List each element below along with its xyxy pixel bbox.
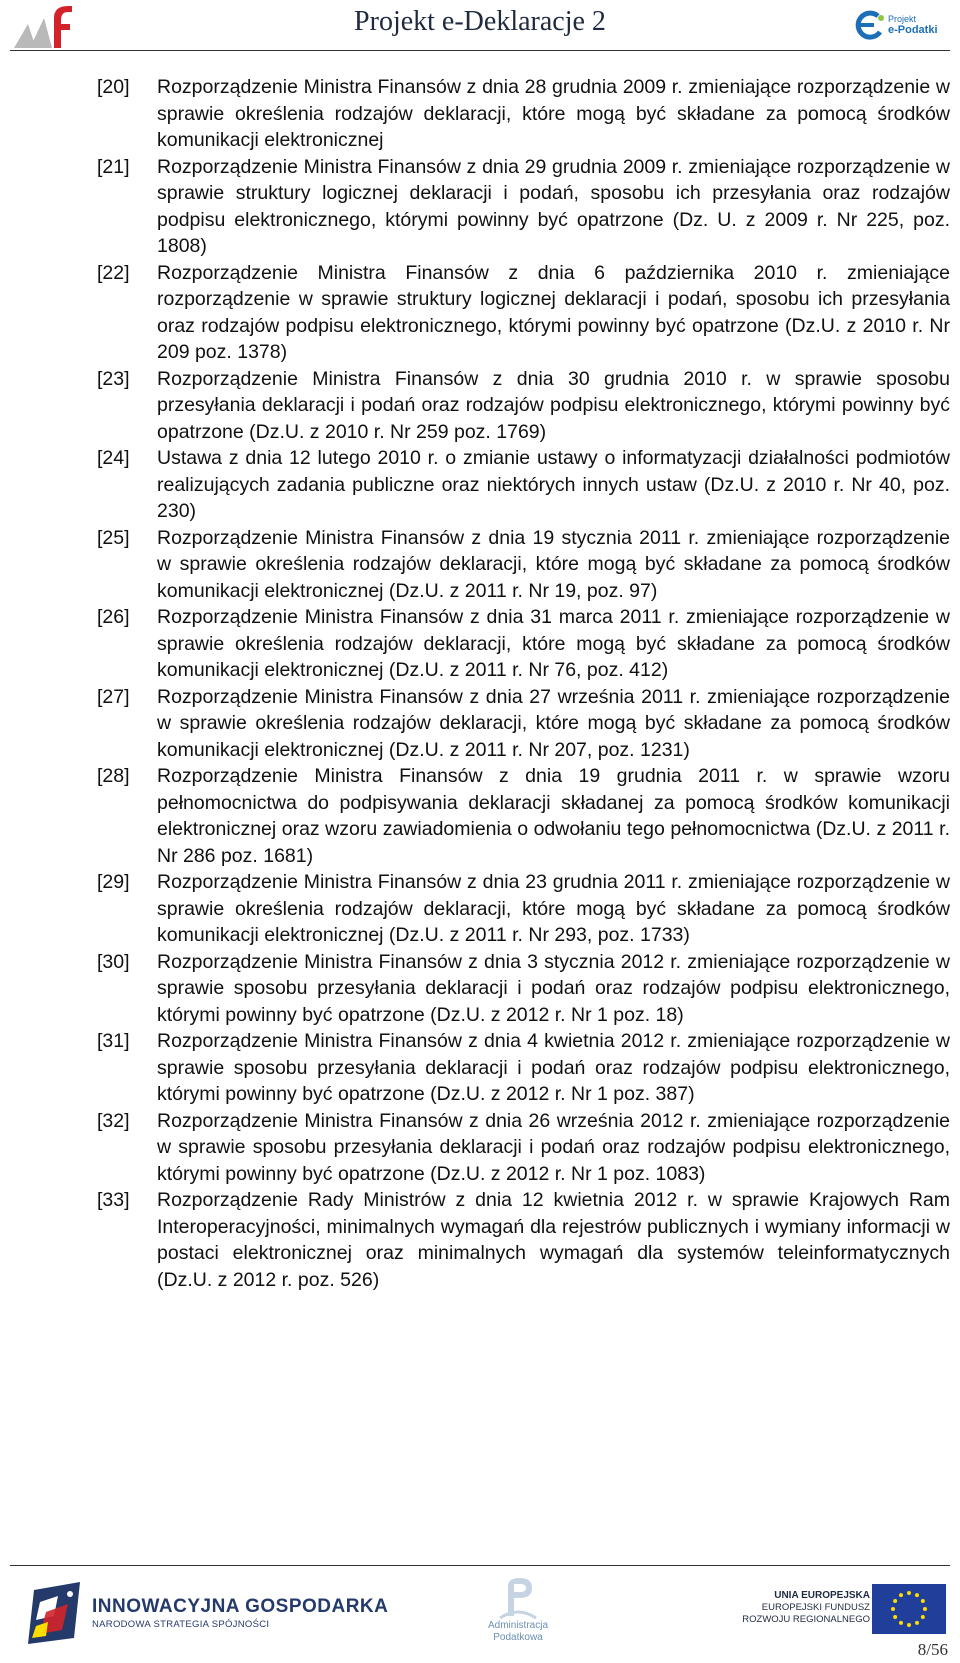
reference-item bbox=[97, 1187, 950, 1293]
eu-star-icon bbox=[899, 1593, 903, 1597]
header-divider bbox=[10, 50, 950, 51]
reference-number: [29] bbox=[97, 871, 130, 893]
reference-number: [32] bbox=[97, 1109, 130, 1132]
reference-item bbox=[97, 1108, 950, 1188]
reference-number: [22] bbox=[97, 261, 130, 284]
page-title: Projekt e-Deklaracje 2 bbox=[354, 6, 606, 37]
reference-number: [25] bbox=[97, 526, 130, 549]
footer-divider bbox=[10, 1565, 950, 1566]
eu-star-icon bbox=[915, 1621, 919, 1625]
tax-administration-line1: Administracja bbox=[487, 1620, 549, 1631]
page-number: 8/56 bbox=[917, 1640, 948, 1659]
eu-line2: EUROPEJSKI FUNDUSZ bbox=[761, 1602, 870, 1613]
tax-administration-text bbox=[478, 1620, 558, 1644]
reference-number: [33] bbox=[97, 1189, 130, 1211]
reference-item bbox=[97, 260, 950, 366]
reference-item bbox=[97, 684, 950, 764]
reference-number: [26] bbox=[97, 606, 130, 628]
reference-text: Rozporządzenie Ministra Finansów z dnia 31 marca 2011 r. zmieniające rozporządzenie w sprawie określenia rodzajów deklaracji, które mogą być składane za pomocą środków komunikacji elektronicznej (Dz.U. z 2011 r. Nr 76, poz. 412) bbox=[157, 606, 950, 681]
reference-text: Rozporządzenie Ministra Finansów z dnia 30 grudnia 2010 r. w sprawie sposobu przesyłania deklaracji i podań oraz rodzajów podpisu elektronicznego, którymi powinny być opatrzone (Dz.U. z 2010 r. Nr 259 poz. 1769) bbox=[157, 367, 950, 443]
eu-star-icon bbox=[893, 1599, 897, 1603]
epodatki-logo-icon bbox=[852, 10, 886, 40]
eu-line3: ROZWOJU REGIONALNEGO bbox=[742, 1614, 870, 1625]
reference-text: Rozporządzenie Ministra Finansów z dnia 29 grudnia 2009 r. zmieniające rozporządzenie w sprawie struktury logicznej deklaracji i podań, sposobu ich przesyłania oraz rodzajów podpisu elektronicznego, którymi powinny być opatrzone (Dz. U. z 2009 r. Nr 225, poz. 1808) bbox=[157, 155, 950, 257]
reference-item bbox=[97, 763, 950, 869]
reference-item bbox=[97, 154, 950, 260]
eu-star-icon bbox=[921, 1599, 925, 1603]
eu-line1: UNIA EUROPEJSKA bbox=[774, 1590, 870, 1601]
innovative-economy-subtitle: NARODOWA STRATEGIA SPÓJNOŚCI bbox=[92, 1619, 270, 1630]
reference-text: Rozporządzenie Ministra Finansów z dnia 23 grudnia 2011 r. zmieniające rozporządzenie w sprawie określenia rodzajów deklaracji, które mogą być składane za pomocą środków komunikacji elektronicznej (Dz.U. z 2011 r. Nr 293, poz. 1733) bbox=[157, 871, 950, 946]
reference-item bbox=[97, 525, 950, 605]
reference-number: [30] bbox=[97, 950, 130, 973]
reference-list bbox=[97, 74, 950, 1293]
eu-star-icon bbox=[893, 1615, 897, 1619]
reference-number: [31] bbox=[97, 1030, 130, 1052]
eu-star-icon bbox=[891, 1607, 895, 1611]
reference-text: Rozporządzenie Ministra Finansów z dnia 19 grudnia 2011 r. w sprawie wzoru pełnomocnictwa do podpisywania deklaracji składanej za pomocą środków komunikacji elektronicznej oraz wzoru zawiadomienia o odwołaniu tego pełnomocnictwa (Dz.U. z 2011 r. Nr 286 poz. 1681) bbox=[157, 765, 950, 867]
reference-text: Rozporządzenie Ministra Finansów z dnia 26 września 2012 r. zmieniające rozporządzenie w sprawie sposobu przesyłania deklaracji i podań oraz rodzajów podpisu elektronicznego, którymi powinny być opatrzone (Dz.U. z 2012 r. Nr 1 poz. 1083) bbox=[157, 1109, 950, 1185]
reference-item bbox=[97, 949, 950, 1029]
epodatki-logo-line1: Projekt bbox=[888, 14, 917, 24]
reference-number: [23] bbox=[97, 367, 130, 390]
reference-item bbox=[97, 366, 950, 446]
epodatki-logo-line2: e-Podatki bbox=[888, 24, 938, 36]
reference-item bbox=[97, 445, 950, 525]
reference-item bbox=[97, 869, 950, 949]
reference-number: [27] bbox=[97, 685, 130, 708]
tax-administration-line2: Podatkowa bbox=[493, 1632, 543, 1643]
eu-star-icon bbox=[915, 1593, 919, 1597]
tax-administration-logo-icon bbox=[478, 1576, 558, 1620]
innovative-economy-name: INNOWACYJNA GOSPODARKA bbox=[92, 1596, 389, 1617]
page-header bbox=[0, 0, 960, 50]
reference-number: [21] bbox=[97, 155, 130, 178]
eu-flag-icon bbox=[872, 1584, 946, 1634]
reference-number: [24] bbox=[97, 447, 130, 469]
reference-text: Rozporządzenie Ministra Finansów z dnia 4 kwietnia 2012 r. zmieniające rozporządzenie w sprawie sposobu przesyłania deklaracji i podań oraz rodzajów podpisu elektronicznego, którymi powinny być opatrzone (Dz.U. z 2012 r. Nr 1 poz. 387) bbox=[157, 1030, 950, 1105]
reference-number: [20] bbox=[97, 76, 130, 98]
reference-text: Rozporządzenie Ministra Finansów z dnia 6 października 2010 r. zmieniające rozporządzenie w sprawie struktury logicznej deklaracji i podań, sposobu ich przesyłania oraz rodzajów podpisu elektronicznego, którymi powinny być opatrzone (Dz.U. z 2010 r. Nr 209 poz. 1378) bbox=[157, 261, 950, 363]
epodatki-logo-text bbox=[888, 14, 948, 36]
eu-star-icon bbox=[899, 1621, 903, 1625]
page-footer bbox=[0, 1572, 960, 1662]
reference-text: Rozporządzenie Ministra Finansów z dnia 28 grudnia 2009 r. zmieniające rozporządzenie w sprawie określenia rodzajów deklaracji, które mogą być składane za pomocą środków komunikacji elektronicznej bbox=[157, 76, 950, 151]
eu-star-icon bbox=[921, 1615, 925, 1619]
reference-text: Rozporządzenie Rady Ministrów z dnia 12 kwietnia 2012 r. w sprawie Krajowych Ram Interoperacyjności, minimalnych wymagań dla rejestrów publicznych i wymiany informacji w postaci elektronicznej oraz minimalnych wymagań dla systemów teleinformatycznych (Dz.U. z 2012 r. poz. 526) bbox=[157, 1189, 950, 1291]
eu-fund-text bbox=[690, 1590, 870, 1626]
reference-item bbox=[97, 1028, 950, 1108]
eu-star-icon bbox=[907, 1623, 911, 1627]
reference-text: Rozporządzenie Ministra Finansów z dnia 3 stycznia 2012 r. zmieniające rozporządzenie w sprawie sposobu przesyłania deklaracji i podań oraz rodzajów podpisu elektronicznego, którymi powinny być opatrzone (Dz.U. z 2012 r. Nr 1 poz. 18) bbox=[157, 950, 950, 1026]
reference-text: Ustawa z dnia 12 lutego 2010 r. o zmianie ustawy o informatyzacji działalności podmiotów realizujących zadania publiczne oraz niektórych innych ustaw (Dz.U. z 2010 r. Nr 40, poz. 230) bbox=[157, 447, 950, 522]
reference-text: Rozporządzenie Ministra Finansów z dnia 27 września 2011 r. zmieniające rozporządzenie w sprawie określenia rodzajów deklaracji, które mogą być składane za pomocą środków komunikacji elektronicznej (Dz.U. z 2011 r. Nr 207, poz. 1231) bbox=[157, 685, 950, 761]
reference-number: [28] bbox=[97, 765, 130, 787]
reference-text: Rozporządzenie Ministra Finansów z dnia 19 stycznia 2011 r. zmieniające rozporządzenie w sprawie określenia rodzajów deklaracji, które mogą być składane za pomocą środków komunikacji elektronicznej (Dz.U. z 2011 r. Nr 19, poz. 97) bbox=[157, 526, 950, 602]
reference-item bbox=[97, 74, 950, 154]
eu-star-icon bbox=[923, 1607, 927, 1611]
eu-star-icon bbox=[907, 1591, 911, 1595]
innovative-economy-logo-icon bbox=[28, 1582, 86, 1644]
reference-item bbox=[97, 604, 950, 684]
